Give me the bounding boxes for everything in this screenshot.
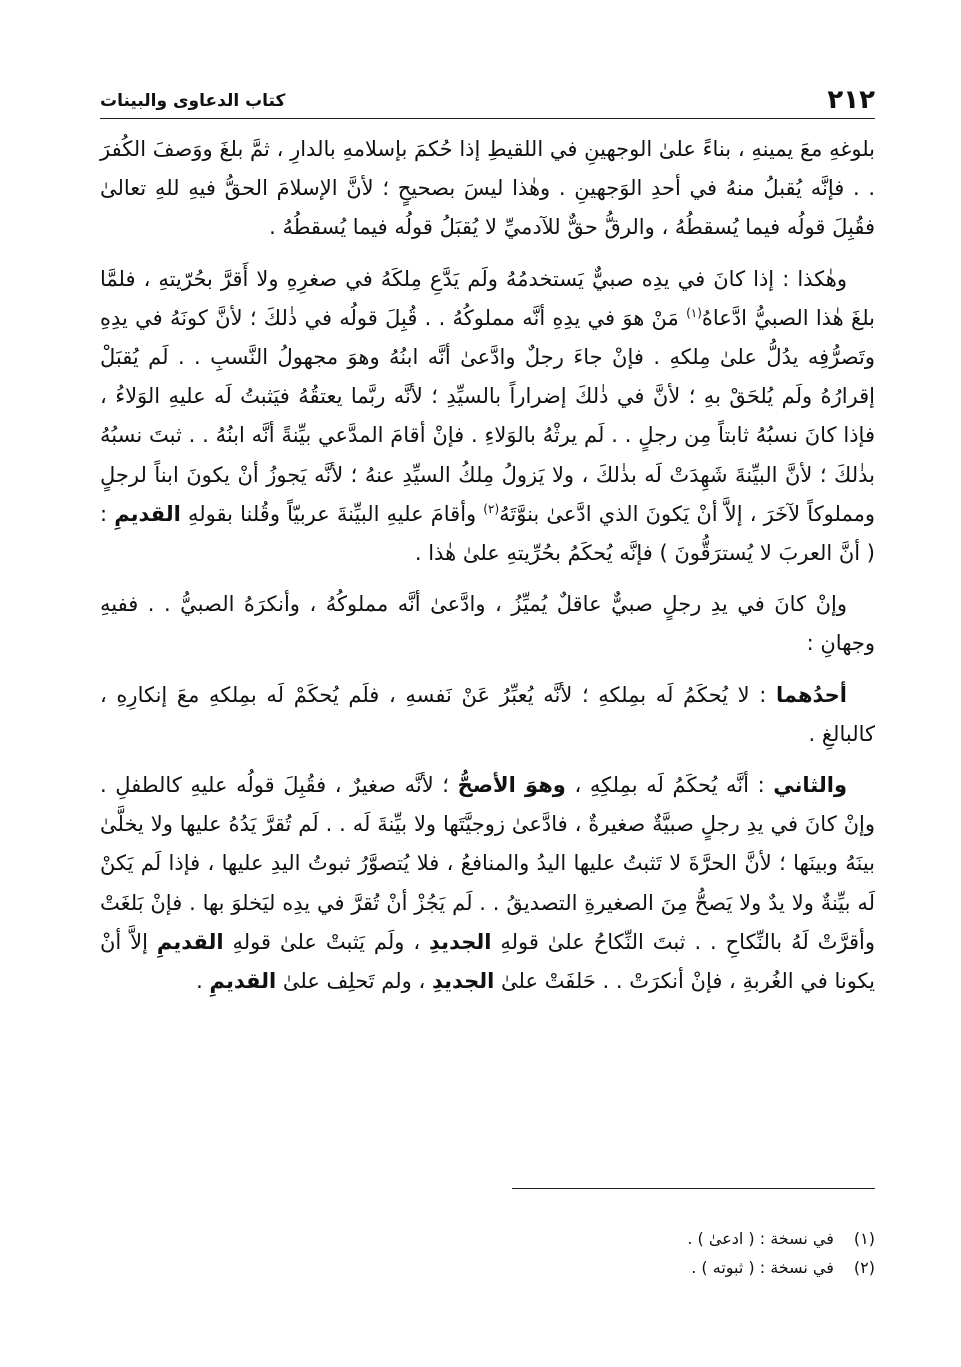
bold-term: أحدُهما [776,682,847,707]
footnote-number: (٢) [853,1258,875,1277]
footnote-number: (١) [853,1229,875,1248]
footnote-divider [512,1188,875,1189]
footnote [100,1224,875,1253]
paragraph [100,676,875,754]
footnote-text: في نسخة : ( ادعىٰ ) . [687,1229,834,1248]
bold-term: القديمِ [209,969,277,994]
bold-term: والثاني [773,773,847,798]
bold-term: الجديدِ [429,929,492,954]
text-run: وهٰكذا : إذا كانَ في يدِه صبيٌّ يَستخدمُهُ ولَم يَدَّعِ مِلكَهُ في صغرِهِ ولا أَقرَّ بحُرّيتهِ ، فلمَّا بلغَ هٰذا الصبيُّ ادَّعاهُ [100,266,875,330]
text-run: : ( أنَّ العربَ لا يُسترَقُّونَ ) فإنَّه يُحكَمُ بحُرِّيتهِ علىٰ هٰذا . [100,501,875,566]
text-run: ، ولَم يَثبتْ علىٰ قولهِ [223,929,430,954]
bold-term: القديمِ [156,929,224,954]
paragraph [100,260,875,574]
page-header [100,84,875,116]
paragraph [100,130,875,248]
footnote-text: في نسخة : ( ثبوته ) . [691,1258,834,1277]
page-number: ٢١٢ [827,85,875,115]
footnotes [100,1224,875,1282]
running-title: كتاب الدعاوى والبينات [100,91,286,111]
text-run: ؛ لأنَّه صغيرٌ ، فقُبِلَ قولُه عليهِ كالطفلِ . وإنْ كانَ في يدِ رجلٍ صبيَّةٌ صغيرةٌ ، فادَّعىٰ زوجيَّتَها ولا بيِّنةَ لَه . . لَم تُقرَّ يَدُهُ عليها ولا يخلَّىٰ بينَهُ وبينَها ؛ لأنَّ الحرَّةَ لا تَثبتُ عليها اليدُ والمنافعُ ، فلا يُتصوَّرُ ثبوتُ اليدِ عليها ، فإذا لَم يَكنْ لَه بيِّنةٌ ولا يدٌ ولا يَصحُّ مِنَ الصغيرةِ التصديقُ . . لَم يَجُزْ أنْ تُقرَّ في يدِه ليَخلوَ بها . فإنْ بَلغَتْ وأقرَّتْ لَهُ بالنِّكاحِ . . ثبتَ النِّكاحُ علىٰ قولهِ [100,773,876,954]
text-run: بلوغهِ معَ يمينهِ ، بناءً علىٰ الوجهينِ في اللقيطِ إذا حُكمَ بإسلامهِ بالدارِ ، ثمَّ بلغَ ووَصفَ الكُفرَ . . فإنَّه يُقبلُ منهُ في أحدِ الوَجهينِ . وهٰذا ليسَ بصحيحٍ ؛ لأنَّ الإسلامَ الحقُّ فيهِ للهِ تعالىٰ فقُبِلَ قولُه فيما يُسقطُهُ ، والرقُّ حقٌّ للآدميِّ لا يُقبَلُ قولُه فيما يُسقطُهُ . [100,137,875,240]
footnote-reference: (١) [686,305,702,320]
text-run: : أنَّه يُحكَمُ لَه بمِلكِهِ ، [565,773,774,798]
text-run: مَنْ هوَ في يدِهِ أنَّه مملوكُهُ . . قُبِلَ قولُه في ذٰلكَ ؛ لأنَّ كونَهُ في يدِهِ وتَصرُّفِه يدُلُّ علىٰ مِلكهِ . فإنْ جاءَ رجلٌ وادَّعىٰ أنَّه ابنُهُ وهوَ مجهولُ النَّسبِ . . لَم يُقبَلْ إقرارُهُ ولَم يُلحَقْ بهِ ؛ لأنَّ في ذٰلكَ إضراراً بالسيِّدِ ؛ لأنَّه ربَّما يعتقُهُ فيَثبتُ لَه عليهِ الوَلاءُ ، فإذا كانَ نسبُهُ ثابتاً مِن رجلٍ . . لَم يرثْهُ بالوَلاءِ . فإنْ أقامَ المدَّعي بيِّنةً أنَّه ابنُهُ . . ثبتَ نسبُهُ بذٰلكَ ؛ لأنَّ البيِّنةَ شَهِدَتْ لَه بذٰلكَ ، ولا يَزولُ مِلكُ السيِّدِ عنهُ ؛ لأنَّه يَجوزُ أنْ يكونَ ابناً لرجلٍ ومملوكاً لآخَرَ ، إلاَّ أنْ يَكونَ الذي ادَّعىٰ بنوَّتَهُ [100,305,875,526]
bold-term: القديمِ [114,501,181,526]
bold-term: وهوَ الأصحُّ [457,773,566,798]
main-text [100,126,875,1001]
text-run: . [196,969,210,994]
footnote [100,1253,875,1282]
footnote-reference: (٢) [483,501,500,516]
text-run: وإنْ كانَ في يدِ رجلٍ صبيٌّ عاقلٌ يُميِّزُ ، وادَّعىٰ أنَّه مملوكُهُ ، وأنكرَهُ الصبيُّ . . ففيهِ وجهانِ : [100,592,875,656]
paragraph [100,766,875,1001]
paragraph [100,585,875,663]
text-run: إلاَّ أنْ يكونا في الغُربةِ ، فإنْ أنكرَتْ . . حَلفَتْ علىٰ [100,929,875,994]
text-run: وأقامَ عليهِ البيِّنةَ عربيّاً وقُلنا بقولهِ [180,501,484,526]
text-run: : لا يُحكَمُ لَه بمِلكهِ ؛ لأنَّه يُعبِّرُ عَنْ نَفسهِ ، فلَم يُحكَمْ لَه بمِلكهِ معَ إنكارِهِ ، كالبالغِ . [100,682,875,746]
bold-term: الجديدِ [431,969,495,994]
text-run: ، ولم تَحلِف علىٰ [276,969,432,994]
header-divider [100,118,875,119]
